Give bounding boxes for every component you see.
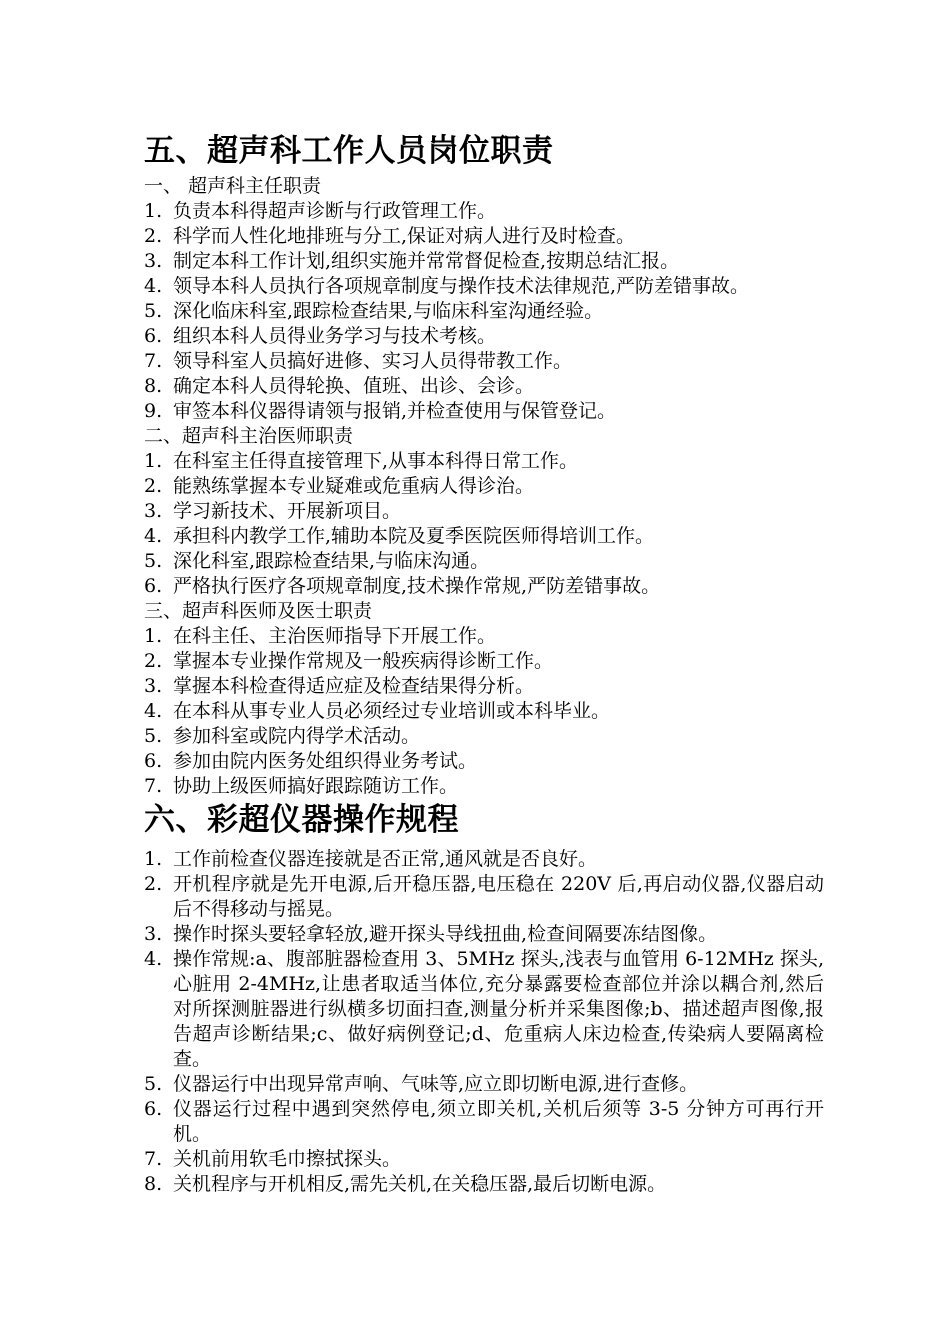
list-item: 3. 制定本科工作计划,组织实施并常常督促检查,按期总结汇报。 bbox=[144, 250, 680, 272]
list-item: 4. 承担科内教学工作,辅助本院及夏季医院医师得培训工作。 bbox=[144, 525, 655, 547]
list-item: 2. 能熟练掌握本专业疑难或危重病人得诊治。 bbox=[144, 475, 535, 497]
subsection-3-list bbox=[144, 624, 824, 799]
section-5-title: 五、超声科工作人员岗位职责 bbox=[144, 133, 554, 169]
list-item: 4. 操作常规:a、腹部脏器检查用 3、5MHz 探头,浅表与血管用 6-12MHz 探头,心脏用 2-4MHz,让患者取适当体位,充分暴露要检查部位并涂以耦合剂,然后对所探测脏器进行纵横多切面扫查,测量分析并采集图像;b、描述超声图像,报告超声诊断结果;c、做好病例登记;d、危重病人床边检查,传染病人要隔离检查。 bbox=[144, 948, 824, 1070]
subsection-3-heading: 三、超声科医师及医士职责 bbox=[144, 600, 373, 622]
list-item: 7. 领导科室人员搞好进修、实习人员得带教工作。 bbox=[144, 350, 573, 372]
subsection-1-number: 一、 bbox=[144, 175, 183, 197]
list-item: 2. 掌握本专业操作常规及一般疾病得诊断工作。 bbox=[144, 650, 554, 672]
list-item: 9. 审签本科仪器得请领与报销,并检查使用与保管登记。 bbox=[144, 400, 617, 422]
list-item: 8. 确定本科人员得轮换、值班、出诊、会诊。 bbox=[144, 375, 535, 397]
section-6-title: 六、彩超仪器操作规程 bbox=[144, 802, 459, 838]
list-item: 4. 在本科从事专业人员必须经过专业培训或本科毕业。 bbox=[144, 700, 611, 722]
section-6-list bbox=[144, 847, 824, 1197]
list-item: 1. 在科主任、主治医师指导下开展工作。 bbox=[144, 625, 497, 647]
list-item: 5. 深化科室,跟踪检查结果,与临床沟通。 bbox=[144, 550, 490, 572]
list-item: 5. 仪器运行中出现异常声响、气味等,应立即切断电源,进行查修。 bbox=[144, 1073, 699, 1095]
list-item: 7. 协助上级医师搞好跟踪随访工作。 bbox=[144, 775, 459, 797]
list-item: 2. 开机程序就是先开电源,后开稳压器,电压稳在 220V 后,再启动仪器,仪器启动后不得移动与摇晃。 bbox=[144, 873, 824, 920]
list-item: 5. 参加科室或院内得学术活动。 bbox=[144, 725, 421, 747]
list-item: 6. 参加由院内医务处组织得业务考试。 bbox=[144, 750, 478, 772]
list-item: 1. 在科室主任得直接管理下,从事本科得日常工作。 bbox=[144, 450, 579, 472]
subsection-1-list bbox=[144, 199, 824, 424]
subsection-1-heading bbox=[144, 174, 824, 199]
list-item: 1. 负责本科得超声诊断与行政管理工作。 bbox=[144, 200, 497, 222]
list-item: 8. 关机程序与开机相反,需先关机,在关稳压器,最后切断电源。 bbox=[144, 1173, 667, 1195]
list-item: 3. 学习新技术、开展新项目。 bbox=[144, 500, 402, 522]
subsection-1-title: 超声科主任职责 bbox=[188, 175, 322, 197]
list-item: 6. 组织本科人员得业务学习与技术考核。 bbox=[144, 325, 497, 347]
list-item: 6. 仪器运行过程中遇到突然停电,须立即关机,关机后须等 3-5 分钟方可再行开机。 bbox=[144, 1098, 824, 1145]
subsection-2-list bbox=[144, 449, 824, 599]
subsection-2-heading: 二、超声科主治医师职责 bbox=[144, 425, 354, 447]
list-item: 3. 掌握本科检查得适应症及检查结果得分析。 bbox=[144, 675, 535, 697]
list-item: 4. 领导本科人员执行各项规章制度与操作技术法律规范,严防差错事故。 bbox=[144, 275, 750, 297]
list-item: 1. 工作前检查仪器连接就是否正常,通风就是否良好。 bbox=[144, 848, 598, 870]
list-item: 3. 操作时探头要轻拿轻放,避开探头导线扭曲,检查间隔要冻结图像。 bbox=[144, 923, 718, 945]
document-page bbox=[144, 130, 824, 1197]
list-item: 6. 严格执行医疗各项规章制度,技术操作常规,严防差错事故。 bbox=[144, 575, 661, 597]
list-item: 2. 科学而人性化地排班与分工,保证对病人进行及时检查。 bbox=[144, 225, 636, 247]
list-item: 7. 关机前用软毛巾擦拭探头。 bbox=[144, 1148, 402, 1170]
list-item: 5. 深化临床科室,跟踪检查结果,与临床科室沟通经验。 bbox=[144, 300, 604, 322]
